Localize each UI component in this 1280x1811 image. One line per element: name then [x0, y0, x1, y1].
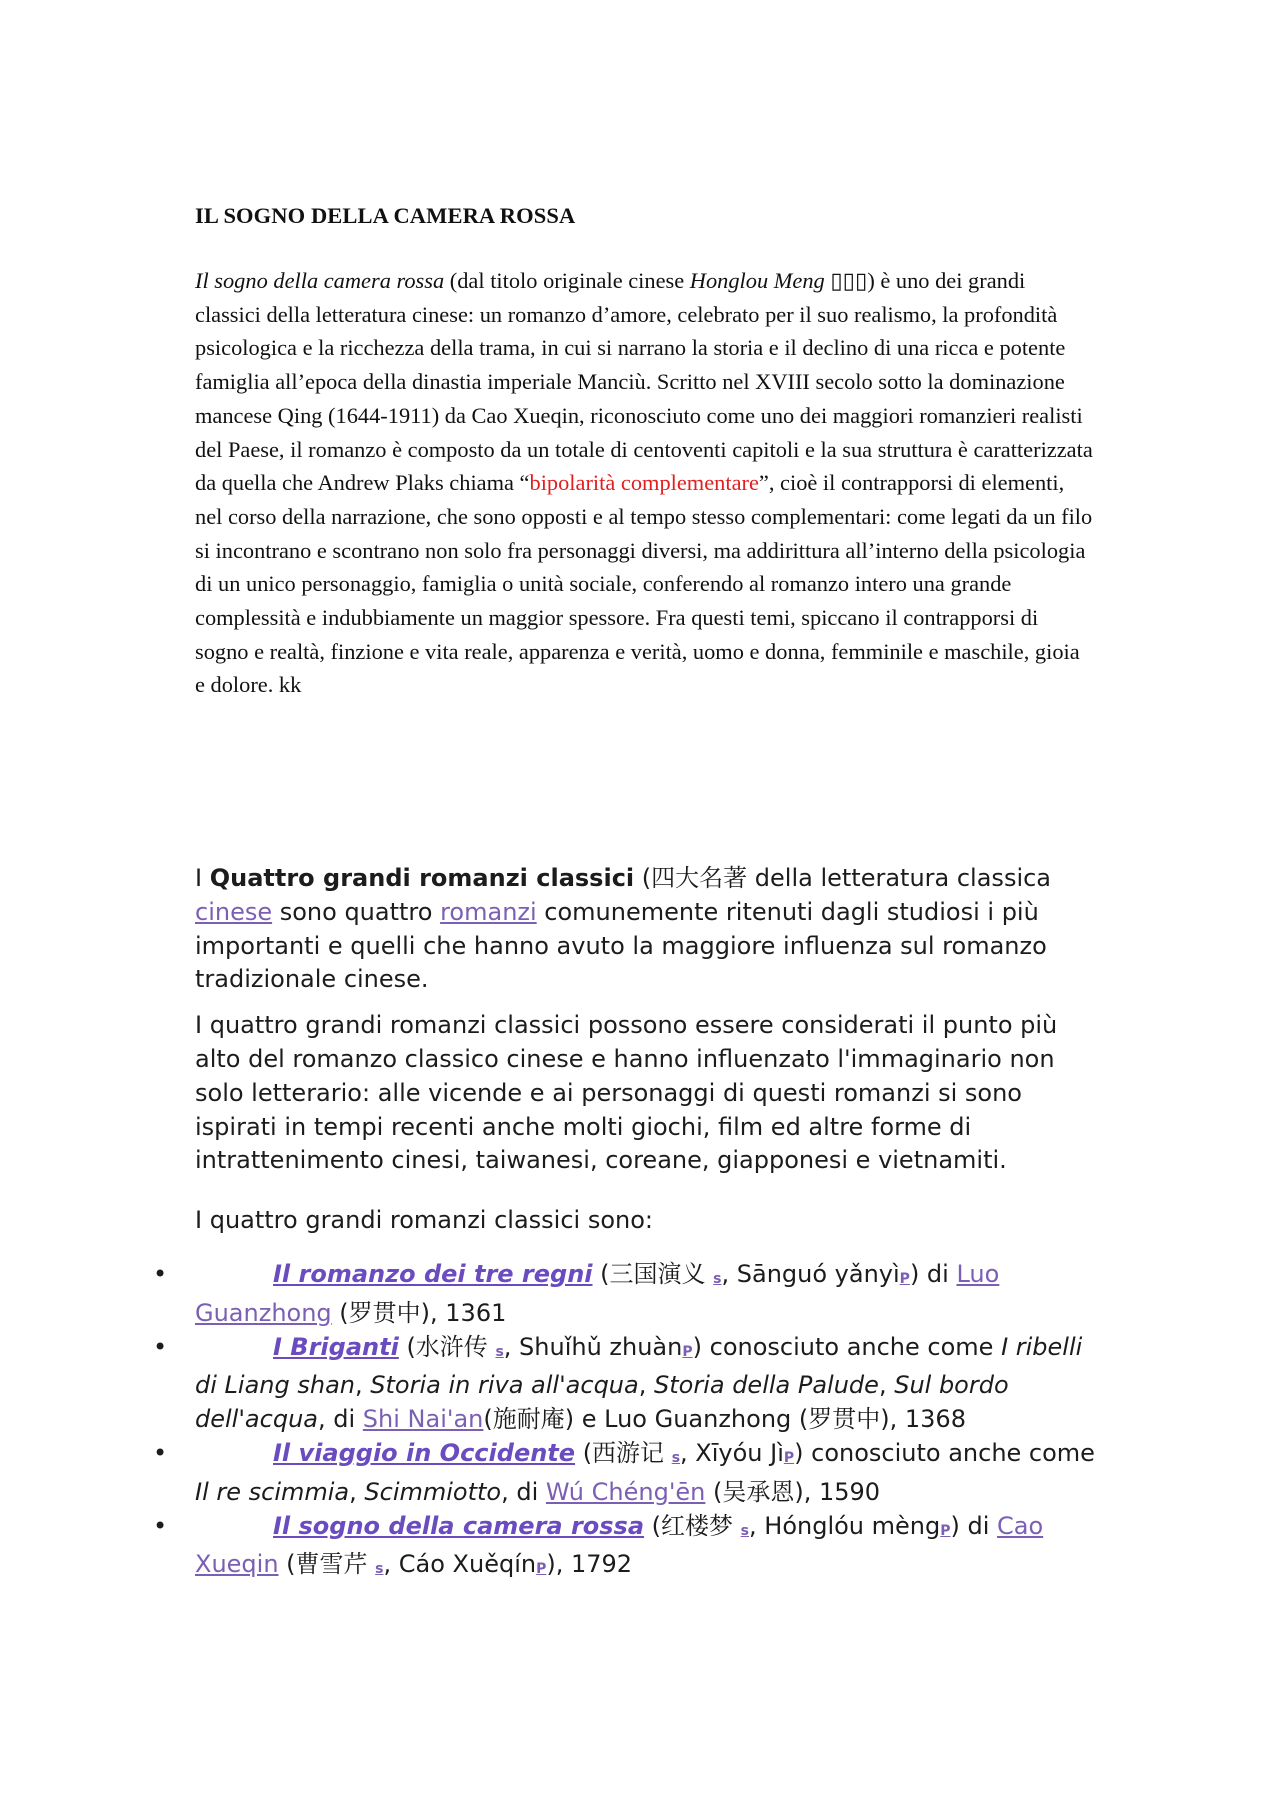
alt-title: Il re scimmia — [195, 1477, 350, 1506]
intro-text-b: ) è uno dei grandi classici della letteratura cinese: un romanzo d’amore, celebrato per il suo realismo, la profondità psicologica e la ricchezza della trama, in cui si narrano la storia e il declino di una ricca e potente famiglia all’epoca della dinastia imperiale Manciù. Scritto nel XVIII secolo sotto la dominazione mancese Qing (1644-1911) da Cao Xueqin, riconosciuto come uno dei maggiori romanzieri realisti del Paese, il romanzo è composto da un totale di centoventi capitoli e la sua struttura è caratterizzata da quella che Andrew Plaks chiama “ — [195, 268, 1093, 496]
text-run: , Sānguó yǎnyì — [721, 1259, 900, 1288]
intro-text-a: (dal titolo originale cinese — [444, 268, 690, 293]
text-run: , — [878, 1371, 895, 1400]
highlighted-term: bipolarità complementare — [529, 470, 759, 496]
text-run: , Hónglóu mèng — [749, 1511, 941, 1540]
simplified-link[interactable]: s — [375, 1561, 384, 1578]
pinyin-link[interactable]: P — [899, 1270, 910, 1287]
text-run: I — [195, 864, 210, 892]
text-run: (三国演义 — [592, 1259, 714, 1288]
text-run: , — [349, 1477, 365, 1506]
alt-title: Sul bordo dell'acqua — [195, 1371, 1009, 1434]
four-novels-intro — [195, 862, 1095, 997]
text-run: (西游记 — [575, 1438, 672, 1467]
text-run: (水浒传 — [398, 1332, 496, 1361]
text-run: (红楼梦 — [644, 1511, 741, 1540]
link-romanzi[interactable]: romanzi — [440, 897, 537, 926]
novel-title-italic: Il sogno della camera rossa — [195, 268, 445, 293]
page-title: IL SOGNO DELLA CAMERA ROSSA — [195, 203, 576, 228]
text-run: ) di — [950, 1511, 998, 1540]
alt-title: Storia in riva all'acqua — [370, 1371, 639, 1400]
text-run: (吴承恩), 1590 — [705, 1477, 881, 1506]
simplified-link[interactable]: s — [495, 1343, 504, 1360]
text-run: (施耐庵) e Luo Guanzhong (罗贯中), 1368 — [483, 1405, 966, 1434]
author-link[interactable]: Shi Nai'an — [362, 1405, 484, 1434]
list-item — [153, 1331, 1095, 1437]
bullet: • — [153, 1332, 168, 1361]
text-run: (罗贯中), 1361 — [331, 1298, 507, 1327]
link-cinese[interactable]: cinese — [195, 897, 273, 926]
text-run: comunemente ritenuti dagli studiosi i più importanti e quelli che hanno avuto la maggiore influenza sul romanzo tradizionale cinese. — [195, 897, 1047, 994]
intro-text-c: ”, cioè il contrapporsi di elementi, nel corso della narrazione, che sono opposti e al tempo stesso complementari: come legati da un filo si incontrano e scontrano non solo fra personaggi diversi, ma addirittura all’interno della psicologia di un unico personaggio, famiglia o unità sociale, conferendo al romanzo intero una grande complessità e indubbiamente un maggior spessore. Fra questi temi, spiccano il contrapporsi di sogno e realtà, finzione e vita reale, apparenza e verità, uomo e donna, femminile e maschile, gioia e dolore. kk — [195, 470, 1093, 698]
text-run: , di — [318, 1405, 363, 1434]
alt-title: Scimmiotto — [364, 1477, 502, 1506]
pinyin-link[interactable]: P — [783, 1449, 795, 1466]
text-run: sono quattro — [272, 897, 441, 926]
simplified-link[interactable]: s — [671, 1449, 681, 1466]
text-run: , — [638, 1371, 654, 1400]
text-run: (曹雪芹 — [278, 1550, 376, 1579]
text-run: ) conosciuto anche come — [794, 1438, 1095, 1467]
pinyin-link[interactable]: P — [682, 1343, 693, 1360]
intro-paragraph — [195, 264, 1095, 702]
author-link[interactable]: Luo Guanzhong — [195, 1259, 1000, 1327]
bullet: • — [153, 1438, 168, 1467]
text-run: , di — [501, 1477, 546, 1506]
text-run: , Xīyóu Jì — [680, 1438, 784, 1467]
alt-title: Storia della Palude — [654, 1371, 879, 1400]
novel-link[interactable]: Il romanzo dei tre regni — [273, 1259, 593, 1288]
four-novels-section — [153, 862, 1095, 1587]
text-run: , Cáo Xuěqín — [383, 1550, 537, 1579]
novel-link[interactable]: I Briganti — [273, 1332, 399, 1361]
list-item — [153, 1510, 1095, 1588]
four-novels-influence: I quattro grandi romanzi classici possono essere considerati il punto più alto del romanzo classico cinese e hanno influenzato l'immaginario non solo letterario: alle vicende e ai personaggi di questi romanzi si sono ispirati in tempi recenti anche molti giochi, film ed altre forme di intrattenimento cinesi, taiwanesi, coreane, giapponesi e vietnamiti. — [195, 1011, 1058, 1175]
novels-list — [153, 1258, 1095, 1587]
text-run: , Shuǐhǔ zhuàn — [503, 1332, 683, 1361]
original-title-italic: Honglou Meng — [689, 268, 825, 293]
author-link[interactable]: Cao Xueqin — [195, 1511, 1044, 1579]
text-run: ) di — [909, 1259, 957, 1288]
pinyin-link[interactable]: P — [536, 1561, 547, 1578]
bold-term: Quattro grandi romanzi classici — [209, 864, 635, 892]
list-item — [153, 1258, 1095, 1331]
missing-glyphs: ▯▯▯ — [830, 268, 868, 293]
novel-link[interactable]: Il sogno della camera rossa — [273, 1511, 645, 1540]
four-novels-list-intro: I quattro grandi romanzi classici sono: — [195, 1206, 654, 1235]
author-link[interactable]: Wú Chéng'ēn — [545, 1477, 706, 1506]
simplified-link[interactable]: s — [740, 1522, 750, 1539]
pinyin-link[interactable]: P — [940, 1522, 951, 1539]
text-run: ) conosciuto anche come — [692, 1332, 1002, 1361]
simplified-link[interactable]: s — [713, 1270, 722, 1287]
novel-link[interactable]: Il viaggio in Occidente — [273, 1438, 576, 1467]
list-item — [153, 1437, 1095, 1510]
text-run: ), 1792 — [546, 1550, 633, 1579]
bullet: • — [153, 1511, 168, 1540]
text-run: (四大名著 della letteratura classica — [634, 864, 1052, 892]
bullet: • — [153, 1259, 168, 1288]
alt-title: I ribelli di Liang shan — [195, 1332, 1083, 1400]
text-run: , — [354, 1371, 371, 1400]
